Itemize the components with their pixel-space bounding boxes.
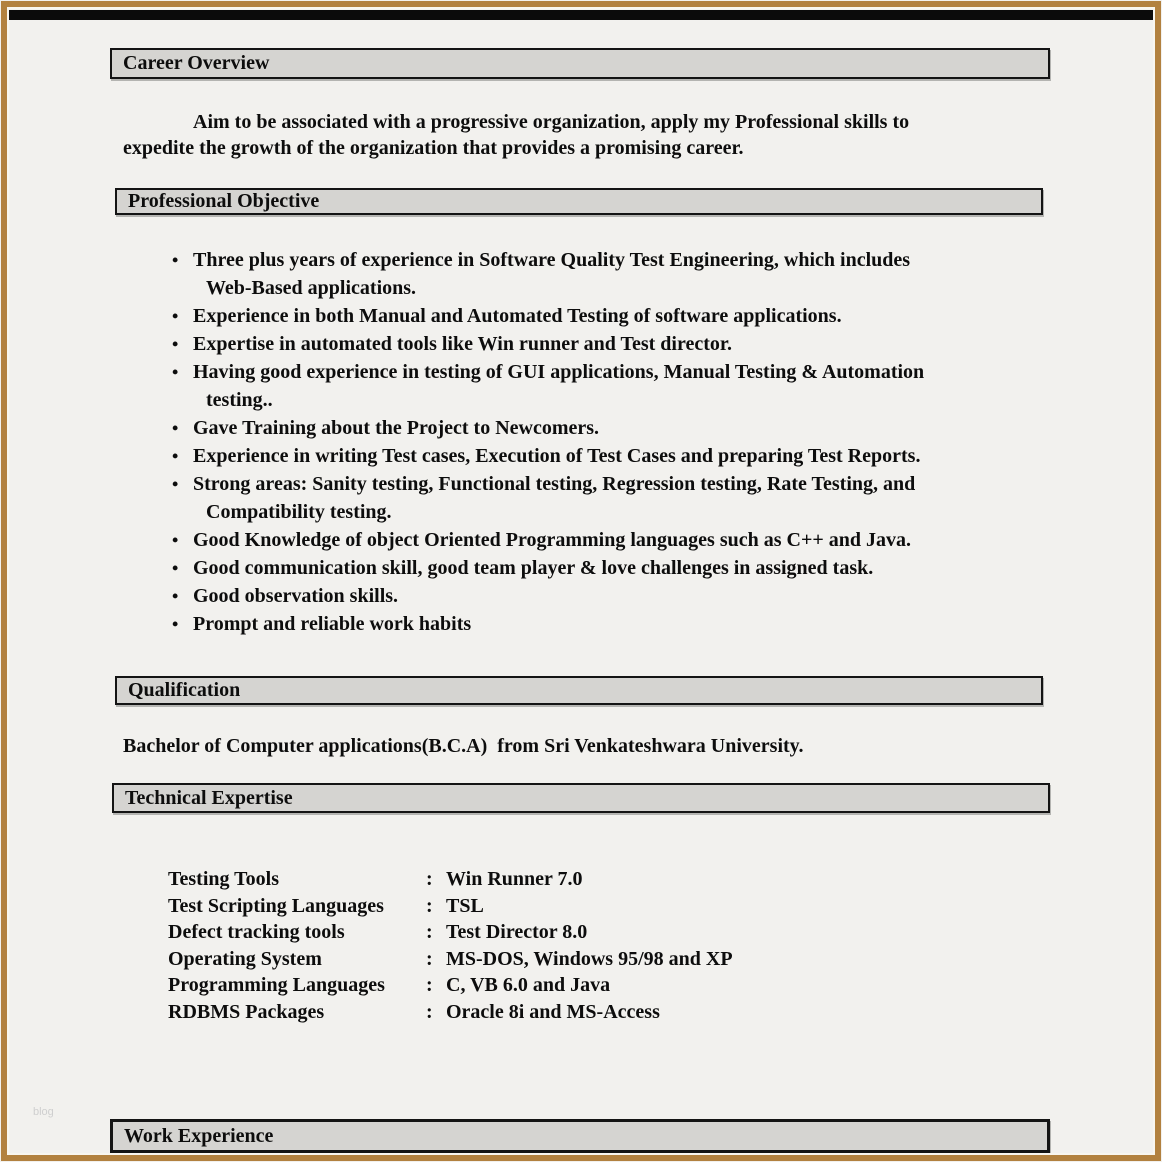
list-item [172, 246, 924, 302]
technical-expertise-table [168, 866, 733, 1025]
bullet-text-wrap: testing.. [206, 389, 273, 411]
list-item [172, 358, 924, 414]
watermark: blog [33, 1106, 54, 1118]
top-black-bar [7, 10, 1155, 20]
tech-value: Test Director 8.0 [446, 921, 588, 943]
career-overview-paragraph [123, 109, 909, 161]
bullet-icon [172, 470, 193, 526]
section-header-work-experience [110, 1119, 1050, 1153]
bullet-text-wrap: Compatibility testing. [206, 501, 392, 523]
bullet-text: Expertise in automated tools like Win runner and Test director. [193, 333, 732, 355]
list-item [172, 526, 924, 554]
list-item [172, 414, 924, 442]
tech-value: TSL [446, 894, 484, 917]
table-row [168, 946, 733, 973]
tech-label: Defect tracking tools [168, 921, 345, 943]
bullet-text: Good observation skills. [193, 585, 399, 607]
bullet-text: Experience in writing Test cases, Execution of Test Cases and preparing Test Reports. [193, 445, 921, 467]
section-header-career-overview [110, 48, 1050, 79]
tech-separator: : [426, 921, 433, 943]
tech-separator: : [426, 868, 433, 890]
paragraph-line: Aim to be associated with a progressive organization, apply my Professional skills to [193, 111, 910, 133]
section-title-technical-expertise: Technical Expertise [125, 786, 293, 809]
bullet-text: Prompt and reliable work habits [193, 613, 472, 635]
bullet-text-wrap: Web-Based applications. [206, 277, 417, 299]
tech-label: Operating System [168, 947, 322, 970]
section-title-professional-objective: Professional Objective [128, 190, 320, 212]
list-item [172, 442, 924, 470]
section-header-professional-objective [115, 188, 1043, 215]
objective-bullet-list [172, 246, 924, 638]
tech-value: Oracle 8i and MS-Access [446, 1000, 660, 1023]
list-item [172, 302, 924, 330]
bullet-icon [172, 414, 193, 442]
section-header-qualification [115, 676, 1043, 705]
table-row [168, 972, 733, 999]
bullet-text: Good Knowledge of object Oriented Programming languages such as C++ and Java. [193, 529, 911, 551]
tech-label: Test Scripting Languages [168, 894, 384, 917]
bullet-icon [172, 554, 193, 582]
bullet-text: Experience in both Manual and Automated Testing of software applications. [193, 305, 842, 327]
bullet-text: Good communication skill, good team player & love challenges in assigned task. [193, 557, 874, 579]
tech-value: Win Runner 7.0 [446, 868, 583, 890]
bullet-icon [172, 330, 193, 358]
table-row [168, 866, 733, 893]
bullet-icon [172, 582, 193, 610]
bullet-text: Three plus years of experience in Software Quality Test Engineering, which includes [193, 249, 911, 271]
paragraph-line: expedite the growth of the organization that provides a promising career. [123, 137, 744, 159]
table-row [168, 893, 733, 920]
bullet-icon [172, 526, 193, 554]
bullet-icon [172, 246, 193, 302]
tech-separator: : [426, 947, 433, 970]
list-item [172, 582, 924, 610]
table-row [168, 919, 733, 946]
tech-label: Testing Tools [168, 868, 279, 890]
list-item [172, 330, 924, 358]
tech-value: MS-DOS, Windows 95/98 and XP [446, 947, 733, 970]
tech-separator: : [426, 1000, 433, 1023]
section-title-work-experience: Work Experience [124, 1124, 274, 1147]
tech-separator: : [426, 974, 433, 996]
list-item [172, 610, 924, 638]
section-header-technical-expertise [112, 783, 1050, 813]
table-row [168, 999, 733, 1026]
tech-separator: : [426, 894, 433, 917]
bullet-icon [172, 442, 193, 470]
bullet-icon [172, 302, 193, 330]
bullet-text: Strong areas: Sanity testing, Functional testing, Regression testing, Rate Testing, and [193, 473, 916, 495]
tech-value: C, VB 6.0 and Java [446, 974, 611, 996]
section-title-career-overview: Career Overview [123, 52, 270, 74]
bullet-text: Gave Training about the Project to Newcomers. [193, 417, 600, 439]
bullet-text: Having good experience in testing of GUI applications, Manual Testing & Automation [193, 361, 925, 383]
qualification-text: Bachelor of Computer applications(B.C.A) from Sri Venkateshwara University. [123, 735, 804, 757]
tech-label: RDBMS Packages [168, 1000, 325, 1023]
bullet-icon [172, 610, 193, 638]
tech-label: Programming Languages [168, 974, 385, 996]
bullet-icon [172, 358, 193, 414]
list-item [172, 470, 924, 526]
section-title-qualification: Qualification [128, 679, 241, 701]
list-item [172, 554, 924, 582]
